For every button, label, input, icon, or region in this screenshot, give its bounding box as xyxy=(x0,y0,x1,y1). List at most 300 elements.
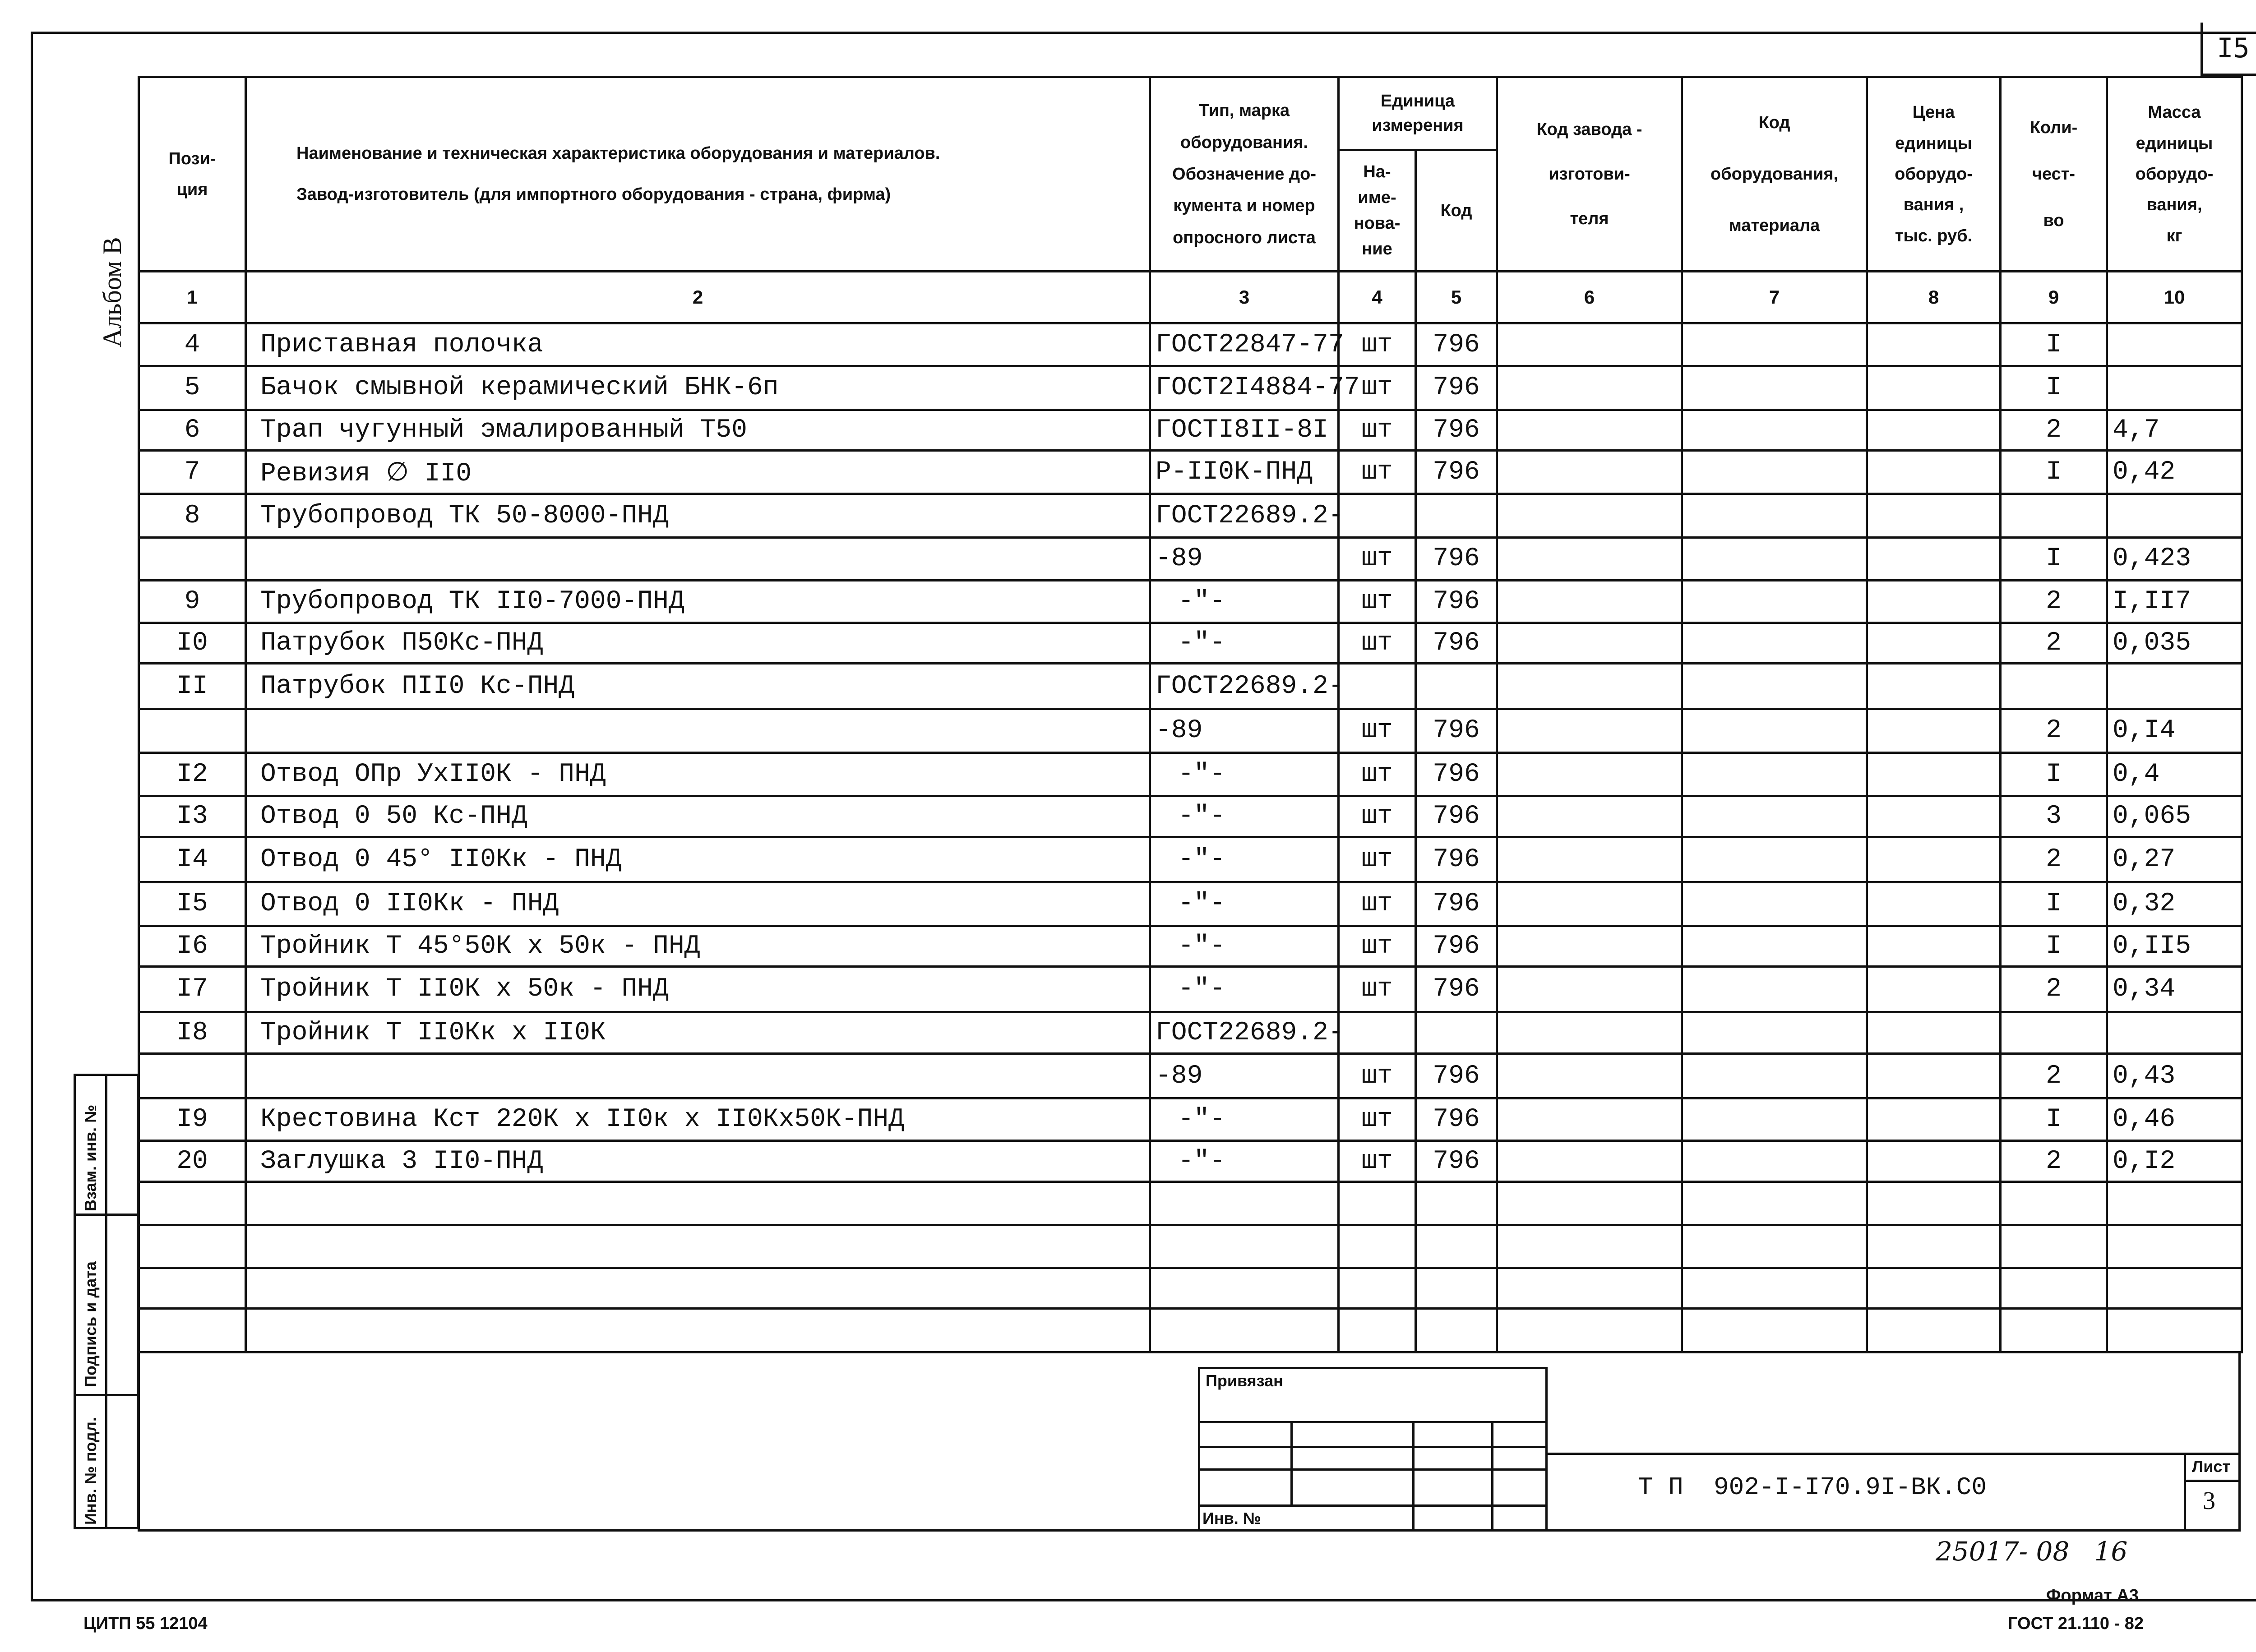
position-cell: I7 xyxy=(139,967,246,1012)
code-cell: 796 xyxy=(1416,1098,1497,1141)
quantity-cell: 3 xyxy=(2001,796,2107,837)
document-cell: ГОСТ22689.2- xyxy=(1150,494,1339,538)
header-factory-code xyxy=(1497,77,1682,272)
table-row xyxy=(139,366,2242,410)
position-cell xyxy=(139,1225,246,1268)
privyazan-box xyxy=(1198,1367,1548,1532)
name-cell: Тройник Т 45°50К х 50к - ПНД xyxy=(246,926,1150,966)
unit-cell xyxy=(1339,1225,1416,1268)
equipment-code-cell xyxy=(1682,580,1867,623)
code-cell xyxy=(1416,1268,1497,1308)
quantity-cell xyxy=(2001,494,2107,538)
column-number: 1 xyxy=(139,272,246,323)
header-unit-group-line: измерения xyxy=(1372,115,1464,135)
table-row xyxy=(139,450,2242,494)
mass-cell xyxy=(2107,1225,2242,1268)
mass-cell: 0,II5 xyxy=(2107,926,2242,966)
price-cell xyxy=(1867,1098,2001,1141)
price-cell xyxy=(1867,623,2001,664)
position-cell: 6 xyxy=(139,410,246,450)
header-price xyxy=(1867,77,2001,272)
table-row xyxy=(139,882,2242,926)
unit-cell: шт xyxy=(1339,366,1416,410)
factory-code-cell xyxy=(1497,796,1682,837)
factory-code-cell xyxy=(1497,1054,1682,1098)
name-cell xyxy=(246,1268,1150,1308)
quantity-cell xyxy=(2001,1268,2107,1308)
mass-cell: 0,46 xyxy=(2107,1098,2242,1141)
price-cell xyxy=(1867,664,2001,709)
column-numbers-row xyxy=(139,272,2242,323)
price-cell xyxy=(1867,450,2001,494)
position-cell xyxy=(139,1054,246,1098)
name-cell: Бачок смывной керамический БНК-6п xyxy=(246,366,1150,410)
header-type xyxy=(1150,77,1339,272)
column-number: 10 xyxy=(2107,272,2242,323)
equipment-code-cell xyxy=(1682,410,1867,450)
name-cell: Крестовина Кст 220К х II0к х II0Кх50К-ПНД xyxy=(246,1098,1150,1141)
header-unit-name-line: нова- xyxy=(1354,214,1401,233)
unit-cell: шт xyxy=(1339,752,1416,796)
factory-code-cell xyxy=(1497,1098,1682,1141)
quantity-cell: I xyxy=(2001,926,2107,966)
price-cell xyxy=(1867,796,2001,837)
table-row xyxy=(139,752,2242,796)
quantity-cell: I xyxy=(2001,366,2107,410)
quantity-cell: 2 xyxy=(2001,709,2107,753)
table-row xyxy=(139,1309,2242,1352)
position-cell: I4 xyxy=(139,837,246,882)
document-cell: -"- xyxy=(1150,796,1339,837)
header-price-line: единицы xyxy=(1895,134,1972,153)
quantity-cell: 2 xyxy=(2001,580,2107,623)
equipment-code-cell xyxy=(1682,450,1867,494)
document-cell: -89 xyxy=(1150,538,1339,581)
unit-cell: шт xyxy=(1339,1054,1416,1098)
header-quantity xyxy=(2001,77,2107,272)
equipment-code-cell xyxy=(1682,796,1867,837)
quantity-cell xyxy=(2001,1225,2107,1268)
mass-cell: 0,27 xyxy=(2107,837,2242,882)
document-cell: -89 xyxy=(1150,1054,1339,1098)
equipment-code-cell xyxy=(1682,967,1867,1012)
format-label: Формат А3 xyxy=(2046,1586,2139,1605)
column-number: 7 xyxy=(1682,272,1867,323)
list-label: Лист xyxy=(2192,1457,2231,1476)
specification-table xyxy=(138,76,2243,1353)
document-cell: -"- xyxy=(1150,967,1339,1012)
price-cell xyxy=(1867,837,2001,882)
code-cell: 796 xyxy=(1416,450,1497,494)
document-cell: -"- xyxy=(1150,926,1339,966)
header-quantity-line: Коли- xyxy=(2029,118,2078,138)
unit-cell xyxy=(1339,664,1416,709)
footer-left-code: ЦИТП 55 12104 xyxy=(83,1614,208,1633)
header-type-line: Обозначение до- xyxy=(1172,165,1316,184)
header-mass xyxy=(2107,77,2242,272)
header-price-line: тыс. руб. xyxy=(1895,226,1973,245)
name-cell: Ревизия ∅ II0 xyxy=(246,450,1150,494)
header-price-line: вания , xyxy=(1903,195,1964,215)
header-name-line: Наименование и техническая характеристика оборудования и материалов. xyxy=(296,144,940,163)
mass-cell: 0,34 xyxy=(2107,967,2242,1012)
document-cell xyxy=(1150,1181,1339,1225)
header-type-line: опросного листа xyxy=(1173,228,1316,247)
position-cell: I0 xyxy=(139,623,246,664)
code-cell xyxy=(1416,1012,1497,1053)
factory-code-cell xyxy=(1497,1268,1682,1308)
position-cell xyxy=(139,1268,246,1308)
document-cell xyxy=(1150,1225,1339,1268)
position-cell: 9 xyxy=(139,580,246,623)
factory-code-cell xyxy=(1497,882,1682,926)
quantity-cell: I xyxy=(2001,323,2107,366)
table-row xyxy=(139,1054,2242,1098)
code-cell: 796 xyxy=(1416,323,1497,366)
table-row xyxy=(139,1098,2242,1141)
mass-cell: 4,7 xyxy=(2107,410,2242,450)
header-mass-line: вания, xyxy=(2146,195,2202,215)
header-unit-group-line: Единица xyxy=(1380,92,1455,111)
equipment-code-cell xyxy=(1682,709,1867,753)
position-cell: 8 xyxy=(139,494,246,538)
document-cell xyxy=(1150,1309,1339,1352)
name-cell xyxy=(246,1309,1150,1352)
position-cell: 4 xyxy=(139,323,246,366)
title-block-area xyxy=(138,1351,2241,1532)
price-cell xyxy=(1867,1012,2001,1053)
table-row xyxy=(139,323,2242,366)
document-cell: -"- xyxy=(1150,882,1339,926)
position-cell: 5 xyxy=(139,366,246,410)
table-row xyxy=(139,967,2242,1012)
mass-cell: 0,42 xyxy=(2107,450,2242,494)
table-row xyxy=(139,1268,2242,1308)
mass-cell xyxy=(2107,494,2242,538)
header-equipment-code-line: Код xyxy=(1758,113,1790,133)
header-price-line: Цена xyxy=(1912,103,1955,122)
table-row xyxy=(139,494,2242,538)
quantity-cell: 2 xyxy=(2001,837,2107,882)
document-cell: -"- xyxy=(1150,752,1339,796)
header-unit-code: Код xyxy=(1416,150,1497,272)
table-row xyxy=(139,796,2242,837)
header-unit-group xyxy=(1339,77,1497,150)
equipment-code-cell xyxy=(1682,1268,1867,1308)
factory-code-cell xyxy=(1497,580,1682,623)
code-cell: 796 xyxy=(1416,752,1497,796)
header-quantity-line: во xyxy=(2043,211,2064,230)
column-number: 9 xyxy=(2001,272,2107,323)
mass-cell: 0,I4 xyxy=(2107,709,2242,753)
mass-cell: 0,035 xyxy=(2107,623,2242,664)
name-cell xyxy=(246,1054,1150,1098)
header-equipment-code-line: материала xyxy=(1729,216,1820,235)
header-mass-line: кг xyxy=(2166,226,2182,245)
factory-code-cell xyxy=(1497,752,1682,796)
column-number: 5 xyxy=(1416,272,1497,323)
inventory-number-label: Инв. № xyxy=(1202,1509,1261,1527)
table-row xyxy=(139,1225,2242,1268)
unit-cell: шт xyxy=(1339,1098,1416,1141)
table-row xyxy=(139,1181,2242,1225)
quantity-cell xyxy=(2001,1309,2107,1352)
factory-code-cell xyxy=(1497,1225,1682,1268)
header-mass-line: оборудо- xyxy=(2135,165,2214,184)
unit-cell xyxy=(1339,494,1416,538)
mass-cell xyxy=(2107,1012,2242,1053)
mass-cell xyxy=(2107,1309,2242,1352)
position-cell: II xyxy=(139,664,246,709)
quantity-cell xyxy=(2001,1181,2107,1225)
unit-cell: шт xyxy=(1339,837,1416,882)
mass-cell xyxy=(2107,1268,2242,1308)
inventory-label: Инв. № подл. xyxy=(81,1417,100,1525)
code-cell: 796 xyxy=(1416,580,1497,623)
price-cell xyxy=(1867,1141,2001,1181)
name-cell: Тройник Т II0Кк х II0К xyxy=(246,1012,1150,1053)
price-cell xyxy=(1867,1225,2001,1268)
code-cell: 796 xyxy=(1416,410,1497,450)
quantity-cell: I xyxy=(2001,882,2107,926)
equipment-code-cell xyxy=(1682,752,1867,796)
table-row xyxy=(139,580,2242,623)
document-cell: ГОСТ22689.2- xyxy=(1150,664,1339,709)
factory-code-cell xyxy=(1497,623,1682,664)
code-cell: 796 xyxy=(1416,967,1497,1012)
vzam-label: Взам. инв. № xyxy=(81,1104,100,1211)
equipment-code-cell xyxy=(1682,882,1867,926)
price-cell xyxy=(1867,1268,2001,1308)
factory-code-cell xyxy=(1497,494,1682,538)
table-row xyxy=(139,664,2242,709)
unit-cell: шт xyxy=(1339,538,1416,581)
quantity-cell: 2 xyxy=(2001,1141,2107,1181)
price-cell xyxy=(1867,366,2001,410)
price-cell xyxy=(1867,538,2001,581)
name-cell xyxy=(246,1181,1150,1225)
mass-cell xyxy=(2107,366,2242,410)
price-cell xyxy=(1867,410,2001,450)
table-row xyxy=(139,538,2242,581)
document-cell: ГОСТ2I4884-77 xyxy=(1150,366,1339,410)
unit-cell: шт xyxy=(1339,450,1416,494)
position-cell xyxy=(139,538,246,581)
quantity-cell xyxy=(2001,664,2107,709)
position-cell: I6 xyxy=(139,926,246,966)
quantity-cell: I xyxy=(2001,752,2107,796)
unit-cell: шт xyxy=(1339,580,1416,623)
table-row xyxy=(139,709,2242,753)
price-cell xyxy=(1867,1181,2001,1225)
document-cell: -"- xyxy=(1150,1141,1339,1181)
side-stamp xyxy=(74,1074,139,1529)
factory-code-cell xyxy=(1497,1309,1682,1352)
name-cell: Приставная полочка xyxy=(246,323,1150,366)
factory-code-cell xyxy=(1497,366,1682,410)
unit-cell xyxy=(1339,1012,1416,1053)
position-cell xyxy=(139,709,246,753)
price-cell xyxy=(1867,323,2001,366)
mass-cell: 0,43 xyxy=(2107,1054,2242,1098)
code-cell xyxy=(1416,664,1497,709)
mass-cell xyxy=(2107,664,2242,709)
table-row xyxy=(139,837,2242,882)
unit-cell xyxy=(1339,1268,1416,1308)
position-cell: I3 xyxy=(139,796,246,837)
mass-cell: 0,32 xyxy=(2107,882,2242,926)
quantity-cell: 2 xyxy=(2001,1054,2107,1098)
equipment-code-cell xyxy=(1682,664,1867,709)
header-position-line: Пози- xyxy=(168,149,216,168)
position-cell xyxy=(139,1181,246,1225)
unit-cell: шт xyxy=(1339,623,1416,664)
equipment-code-cell xyxy=(1682,1309,1867,1352)
header-position xyxy=(139,77,246,272)
factory-code-cell xyxy=(1497,709,1682,753)
factory-code-cell xyxy=(1497,1141,1682,1181)
unit-cell xyxy=(1339,1309,1416,1352)
header-unit-name-line: име- xyxy=(1358,188,1396,208)
position-cell: I9 xyxy=(139,1098,246,1141)
table-row xyxy=(139,1141,2242,1181)
price-cell xyxy=(1867,967,2001,1012)
header-position-line: ция xyxy=(176,180,208,199)
unit-cell: шт xyxy=(1339,926,1416,966)
code-cell: 796 xyxy=(1416,926,1497,966)
factory-code-cell xyxy=(1497,837,1682,882)
document-cell: ГОСТ22847-77 xyxy=(1150,323,1339,366)
equipment-code-cell xyxy=(1682,538,1867,581)
factory-code-cell xyxy=(1497,967,1682,1012)
code-cell: 796 xyxy=(1416,709,1497,753)
name-cell: Отвод 0 50 Кс-ПНД xyxy=(246,796,1150,837)
table-row xyxy=(139,410,2242,450)
factory-code-cell xyxy=(1497,538,1682,581)
gost-label: ГОСТ 21.110 - 82 xyxy=(2008,1614,2144,1633)
price-cell xyxy=(1867,752,2001,796)
name-cell: Тройник Т II0К х 50к - ПНД xyxy=(246,967,1150,1012)
price-cell xyxy=(1867,1054,2001,1098)
mass-cell xyxy=(2107,323,2242,366)
price-cell xyxy=(1867,580,2001,623)
header-unit-name-line: ние xyxy=(1362,240,1392,259)
equipment-code-cell xyxy=(1682,1054,1867,1098)
sheet-corner-number: I5 xyxy=(2201,23,2256,76)
unit-cell xyxy=(1339,1181,1416,1225)
code-cell xyxy=(1416,1181,1497,1225)
mass-cell: 0,423 xyxy=(2107,538,2242,581)
quantity-cell: 2 xyxy=(2001,967,2107,1012)
factory-code-cell xyxy=(1497,1012,1682,1053)
column-number: 4 xyxy=(1339,272,1416,323)
mass-cell: 0,I2 xyxy=(2107,1141,2242,1181)
name-cell: Трап чугунный эмалированный Т50 xyxy=(246,410,1150,450)
column-number: 8 xyxy=(1867,272,2001,323)
unit-cell: шт xyxy=(1339,323,1416,366)
unit-cell: шт xyxy=(1339,1141,1416,1181)
equipment-code-cell xyxy=(1682,366,1867,410)
price-cell xyxy=(1867,709,2001,753)
mass-cell: 0,065 xyxy=(2107,796,2242,837)
equipment-code-cell xyxy=(1682,926,1867,966)
equipment-code-cell xyxy=(1682,494,1867,538)
name-cell: Трубопровод ТК 50-8000-ПНД xyxy=(246,494,1150,538)
factory-code-cell xyxy=(1497,323,1682,366)
name-cell: Патрубок ПII0 Кс-ПНД xyxy=(246,664,1150,709)
document-cell: ГОСТ22689.2- xyxy=(1150,1012,1339,1053)
position-cell: I2 xyxy=(139,752,246,796)
equipment-code-cell xyxy=(1682,623,1867,664)
name-cell xyxy=(246,709,1150,753)
header-equipment-code-line: оборудования, xyxy=(1710,165,1839,184)
position-cell: 20 xyxy=(139,1141,246,1181)
document-cell: Р-II0К-ПНД xyxy=(1150,450,1339,494)
code-cell: 796 xyxy=(1416,538,1497,581)
code-cell: 796 xyxy=(1416,623,1497,664)
price-cell xyxy=(1867,926,2001,966)
header-name xyxy=(246,77,1150,272)
factory-code-cell xyxy=(1497,450,1682,494)
album-label: Альбом В xyxy=(97,237,127,347)
table-row xyxy=(139,623,2242,664)
mass-cell: 0,4 xyxy=(2107,752,2242,796)
document-cell: ГОСТI8II-8I xyxy=(1150,410,1339,450)
header-type-line: Тип, марка xyxy=(1198,101,1290,120)
price-cell xyxy=(1867,494,2001,538)
header-mass-line: Масса xyxy=(2148,103,2201,122)
position-cell: I8 xyxy=(139,1012,246,1053)
equipment-code-cell xyxy=(1682,1098,1867,1141)
name-cell: Патрубок П50Кс-ПНД xyxy=(246,623,1150,664)
code-cell: 796 xyxy=(1416,1054,1497,1098)
code-cell xyxy=(1416,1309,1497,1352)
list-number: 3 xyxy=(2203,1487,2215,1515)
name-cell xyxy=(246,538,1150,581)
quantity-cell xyxy=(2001,1012,2107,1053)
equipment-code-cell xyxy=(1682,323,1867,366)
quantity-cell: I xyxy=(2001,450,2107,494)
header-unit-name xyxy=(1339,150,1416,272)
equipment-code-cell xyxy=(1682,1141,1867,1181)
name-cell: Отвод ОПр УхII0К - ПНД xyxy=(246,752,1150,796)
column-number: 2 xyxy=(246,272,1150,323)
header-quantity-line: чест- xyxy=(2032,164,2076,184)
header-equipment-code xyxy=(1682,77,1867,272)
equipment-code-cell xyxy=(1682,1012,1867,1053)
code-cell: 796 xyxy=(1416,366,1497,410)
code-cell: 796 xyxy=(1416,837,1497,882)
position-cell: 7 xyxy=(139,450,246,494)
name-cell xyxy=(246,1225,1150,1268)
table-row xyxy=(139,926,2242,966)
price-cell xyxy=(1867,1309,2001,1352)
factory-code-cell xyxy=(1497,926,1682,966)
unit-cell: шт xyxy=(1339,967,1416,1012)
mass-cell xyxy=(2107,1181,2242,1225)
code-cell: 796 xyxy=(1416,1141,1497,1181)
quantity-cell: 2 xyxy=(2001,410,2107,450)
header-factory-code-line: Код завода - xyxy=(1536,120,1642,139)
factory-code-cell xyxy=(1497,664,1682,709)
column-number: 6 xyxy=(1497,272,1682,323)
name-cell: Заглушка 3 II0-ПНД xyxy=(246,1141,1150,1181)
header-factory-code-line: теля xyxy=(1570,209,1609,228)
equipment-code-cell xyxy=(1682,837,1867,882)
unit-cell: шт xyxy=(1339,882,1416,926)
table-row xyxy=(139,1012,2242,1053)
unit-cell: шт xyxy=(1339,709,1416,753)
